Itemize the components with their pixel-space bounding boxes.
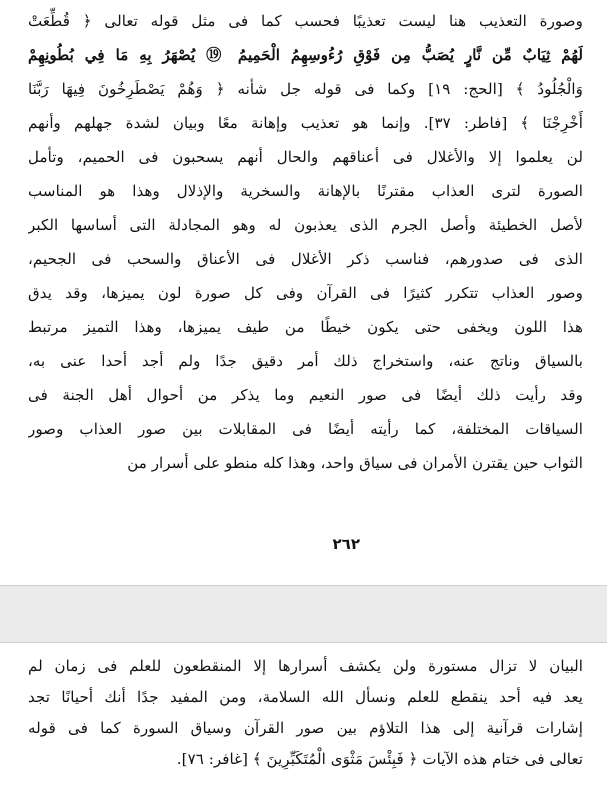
text-line: وَالْجُلُودُ ﴾ [الحج: ١٩] وكما فى قوله جل شأنه ﴿ وَهُمْ يَصْطَرِخُونَ فِيهَا رَبَّنَا	[28, 80, 583, 98]
text-line: هذا اللون ويخفى حتى يكون خيطًا من طيف يميزها، وهذا التميز مرتبط	[28, 318, 583, 336]
text-line: الثواب حين يقترن الأمران فى سياق واحد، وهذا كله منطو على أسرار من	[127, 454, 583, 472]
page-body-text	[28, 651, 583, 775]
text-line: وصورة التعذيب هنا ليست تعذيبًا فحسب كما فى مثل قوله تعالى ﴿ قُطِّعَتْ	[28, 12, 583, 30]
text-line: لأصل الخطيئة وأصل الجرم الذى يعذبون له وهو المجادلة التى أساسها الكبر	[28, 216, 583, 234]
quran-verse-line: لَهُمْ ثِيَابٌ مِّن نَّارٍ يُصَبُّ مِن فَوْقِ رُءُوسِهِمُ الْحَمِيمُ ⑲ يُصْهَرُ بِهِ مَا فِي بُطُونِهِمْ	[28, 46, 583, 64]
text-line: يعد فيه أحد ينقطع للعلم ونسأل الله السلامة، ومن المفيد جدًا أنك أحيانًا تجد	[28, 688, 583, 706]
text-line: إشارات قرآنية إلى هذا التلاؤم بين صور القرآن وسياق السورة كما فى قوله	[28, 719, 583, 737]
page-number: ٢٦٢	[332, 535, 360, 553]
text-line: الصورة لترى العذاب مقترنًا بالإهانة والسخرية والإذلال وهذا هو المناسب	[28, 182, 583, 200]
text-line: تعالى فى ختام هذه الآيات ﴿ فَبِئْسَ مَثْوَى الْمُتَكَبِّرِينَ ﴾ [غافر: ٧٦].	[176, 750, 583, 768]
book-page-bottom	[0, 643, 607, 800]
page-body-text	[28, 4, 583, 480]
page-separator	[0, 585, 607, 643]
text-line: البيان لا تزال مستورة ولن يكشف أسرارها إلا المنقطعون للعلم فى زمان لم	[28, 657, 583, 675]
text-line: أَخْرِجْنَا ﴾ [فاطر: ٣٧]. وإنما هو تعذيب وإهانة معًا وبيان لشدة جهلهم وأنهم	[28, 114, 583, 132]
text-line: وقد رأيت ذلك أيضًا فى صور النعيم وما يذكر من أحوال أهل الجنة فى	[28, 386, 583, 404]
text-line: لن يعلموا إلا والأغلال فى أعناقهم والحال أنهم يسحبون فى الحميم، وتأمل	[28, 148, 583, 166]
text-line: وصور العذاب تتكرر كثيرًا فى القرآن وفى كل صورة لون يميزها، وقد يدق	[28, 284, 583, 302]
text-line: بالسياق وناتج عنه، واستخراج ذلك أمر دقيق جدًا ولم أجد أحدا عنى به،	[28, 352, 583, 370]
text-line: السياقات المختلفة، كما رأيته أيضًا فى المقابلات بين صور العذاب وصور	[28, 420, 583, 438]
text-line: الذى فى صدورهم، فناسب ذكر الأغلال فى الأعناق والسحب فى الجحيم،	[28, 250, 583, 268]
